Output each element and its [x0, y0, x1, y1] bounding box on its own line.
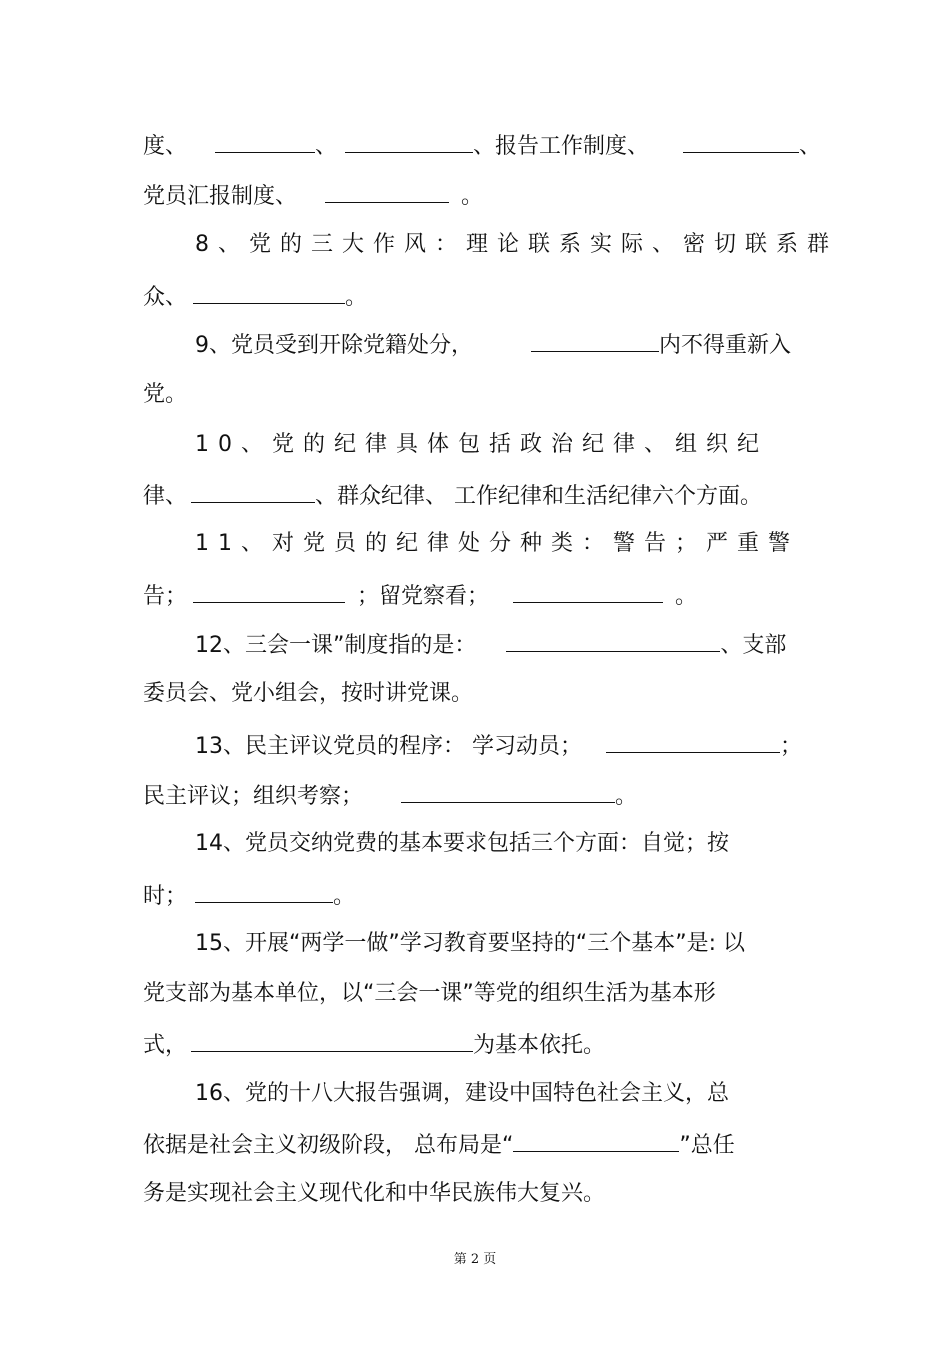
text: 依据是社会主义初级阶段， 总布局是“	[143, 1133, 514, 1158]
text: 。	[333, 884, 356, 909]
q15-line-1	[195, 929, 745, 959]
question-10: 10、党的纪律具体包括政治纪律、组织纪	[195, 432, 768, 457]
answer-blank	[683, 130, 799, 153]
answer-blank	[506, 629, 720, 652]
q13-line-1	[195, 730, 802, 762]
answer-blank	[513, 1129, 679, 1152]
text: 内不得重新入	[659, 333, 792, 358]
text: 民主评议；组织考察；	[143, 784, 364, 809]
answer-blank	[191, 1029, 473, 1052]
q16-line-2	[143, 1129, 735, 1161]
line-1	[143, 130, 821, 162]
question-12: 12、三会一课”制度指的是：	[195, 633, 477, 658]
q16-line-3	[143, 1179, 605, 1209]
q8-line-2	[143, 281, 367, 313]
text: 。	[615, 784, 638, 809]
question-8: 8、党的三大作风：理论联系实际、密切联系群	[195, 232, 838, 257]
question-9: 9、党员受到开除党籍处分，	[195, 333, 473, 358]
text: 、报告工作制度、	[473, 134, 650, 159]
text: 度、	[143, 134, 188, 159]
q11-line-1	[195, 529, 799, 559]
answer-blank	[215, 130, 315, 153]
answer-blank	[531, 329, 659, 352]
text: 委员会、党小组会，按时讲党课。	[143, 681, 474, 706]
text: 式，	[143, 1033, 188, 1058]
answer-blank	[325, 180, 449, 203]
q14-line-2	[143, 880, 355, 912]
text: 、支部	[720, 633, 787, 658]
answer-blank	[513, 580, 663, 603]
text: 律、	[143, 484, 188, 509]
text: 众、	[143, 285, 188, 310]
answer-blank	[193, 580, 345, 603]
q15-line-2	[143, 979, 716, 1009]
q10-line-1	[195, 430, 768, 460]
q13-line-2	[143, 780, 637, 812]
answer-blank	[606, 730, 780, 753]
text: 告；	[143, 584, 188, 609]
q9-line-2	[143, 380, 187, 410]
page-number: 第 2 页	[453, 1252, 497, 1267]
text: 党员汇报制度、	[143, 184, 298, 209]
text: 为基本依托。	[473, 1033, 606, 1058]
answer-blank	[193, 281, 345, 304]
q14-line-1	[195, 829, 729, 859]
text: 党支部为基本单位，以“三会一课”等党的组织生活为基本形	[143, 981, 716, 1006]
question-14: 14、党员交纳党费的基本要求包括三个方面：自觉；按	[195, 831, 729, 856]
q9-line-1	[195, 329, 791, 361]
text: 、	[799, 134, 822, 159]
text: 、	[315, 134, 338, 159]
answer-blank	[195, 880, 333, 903]
text: 党。	[143, 382, 188, 407]
text: 时；	[143, 884, 188, 909]
question-11: 11、对党员的纪律处分种类：警告；严重警	[195, 531, 799, 556]
question-16: 16、党的十八大报告强调，建设中国特色社会主义，总	[195, 1081, 729, 1106]
question-15: 15、开展“两学一做”学习教育要坚持的“三个基本”是: 以	[195, 931, 745, 956]
text: ”总任	[679, 1133, 735, 1158]
q11-line-2	[143, 580, 697, 612]
q12-line-2	[143, 679, 473, 709]
text: 务是实现社会主义现代化和中华民族伟大复兴。	[143, 1181, 606, 1206]
text: ；	[780, 734, 803, 759]
q8-line-1	[195, 230, 838, 260]
answer-blank	[345, 130, 473, 153]
text: 。	[345, 285, 368, 310]
text: 。	[461, 184, 484, 209]
q16-line-1	[195, 1079, 729, 1109]
question-13: 13、民主评议党员的程序： 学习动员；	[195, 734, 582, 759]
text: 。	[675, 584, 698, 609]
text: ；留党察看；	[357, 584, 490, 609]
answer-blank	[191, 480, 315, 503]
answer-blank	[401, 780, 615, 803]
text: 、群众纪律、 工作纪律和生活纪律六个方面。	[315, 484, 763, 509]
q10-line-2	[143, 480, 762, 512]
q15-line-3	[143, 1029, 605, 1061]
line-2	[143, 180, 483, 212]
q12-line-1	[195, 629, 786, 661]
